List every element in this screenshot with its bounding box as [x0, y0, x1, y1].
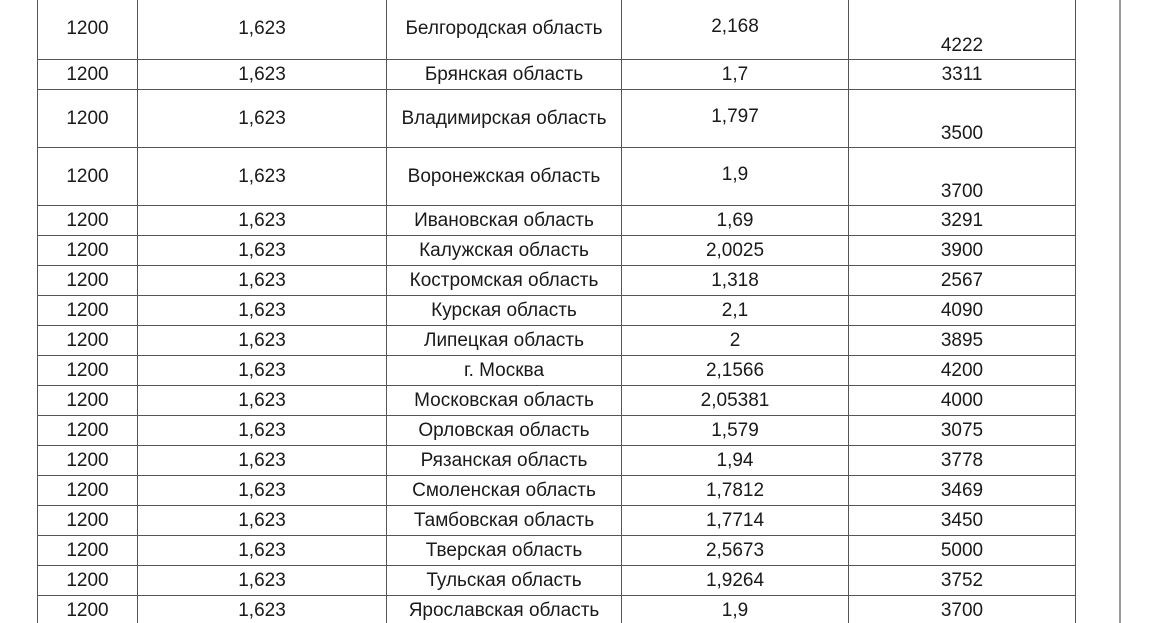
cell-margin — [1076, 356, 1097, 386]
cell-factor: 1,623 — [138, 356, 387, 386]
cell-margin — [1076, 148, 1097, 206]
cell-margin — [1076, 446, 1097, 476]
cell-region: Владимирская область — [387, 90, 622, 148]
table-row — [38, 506, 1097, 536]
cell-result: 3778 — [849, 446, 1076, 476]
cell-result: 3075 — [849, 416, 1076, 446]
cell-result: 4222 — [849, 0, 1076, 60]
cell-coefficient: 1,7 — [622, 60, 849, 90]
cell-region: Московская область — [387, 386, 622, 416]
cell-coefficient: 1,94 — [622, 446, 849, 476]
cell-margin — [1076, 566, 1097, 596]
cell-coefficient: 1,579 — [622, 416, 849, 446]
cell-coefficient: 2,0025 — [622, 236, 849, 266]
cell-factor: 1,623 — [138, 566, 387, 596]
cell-coefficient: 2,168 — [622, 0, 849, 60]
table-row — [38, 90, 1097, 148]
cell-margin — [1076, 60, 1097, 90]
cell-margin — [1076, 506, 1097, 536]
cell-base-value: 1200 — [38, 476, 138, 506]
cell-base-value: 1200 — [38, 266, 138, 296]
cell-base-value: 1200 — [38, 60, 138, 90]
cell-base-value: 1200 — [38, 326, 138, 356]
cell-region: Ивановская область — [387, 206, 622, 236]
cell-result: 3450 — [849, 506, 1076, 536]
cell-result: 5000 — [849, 536, 1076, 566]
table-container — [37, 0, 1096, 623]
cell-region: Смоленская область — [387, 476, 622, 506]
cell-result: 4200 — [849, 356, 1076, 386]
cell-factor: 1,623 — [138, 266, 387, 296]
cell-region: Белгородская область — [387, 0, 622, 60]
table-row — [38, 206, 1097, 236]
cell-result: 3752 — [849, 566, 1076, 596]
cell-factor: 1,623 — [138, 476, 387, 506]
table-body — [38, 0, 1097, 623]
cell-base-value: 1200 — [38, 566, 138, 596]
cell-factor: 1,623 — [138, 386, 387, 416]
cell-coefficient: 1,797 — [622, 90, 849, 148]
cell-region: Брянская область — [387, 60, 622, 90]
table-row — [38, 446, 1097, 476]
table-row — [38, 596, 1097, 623]
cell-base-value: 1200 — [38, 296, 138, 326]
cell-coefficient: 1,9 — [622, 596, 849, 623]
cell-factor: 1,623 — [138, 296, 387, 326]
cell-region: Тверская область — [387, 536, 622, 566]
cell-base-value: 1200 — [38, 506, 138, 536]
cell-region: Калужская область — [387, 236, 622, 266]
table-row — [38, 60, 1097, 90]
table-row — [38, 326, 1097, 356]
cell-result: 4090 — [849, 296, 1076, 326]
table-row — [38, 236, 1097, 266]
table-row — [38, 476, 1097, 506]
cell-factor: 1,623 — [138, 60, 387, 90]
cell-factor: 1,623 — [138, 416, 387, 446]
cell-base-value: 1200 — [38, 206, 138, 236]
cell-margin — [1076, 90, 1097, 148]
cell-margin — [1076, 476, 1097, 506]
cell-result: 4000 — [849, 386, 1076, 416]
cell-region: Орловская область — [387, 416, 622, 446]
cell-margin — [1076, 326, 1097, 356]
cell-coefficient: 2 — [622, 326, 849, 356]
page-edge-line — [1119, 0, 1121, 623]
cell-base-value: 1200 — [38, 0, 138, 60]
cell-base-value: 1200 — [38, 596, 138, 623]
cell-region: Тамбовская область — [387, 506, 622, 536]
table-row — [38, 566, 1097, 596]
cell-region: Курская область — [387, 296, 622, 326]
cell-base-value: 1200 — [38, 416, 138, 446]
cell-margin — [1076, 236, 1097, 266]
table-row — [38, 386, 1097, 416]
cell-region: Ярославская область — [387, 596, 622, 623]
cell-result: 3291 — [849, 206, 1076, 236]
cell-margin — [1076, 0, 1097, 60]
table-row — [38, 416, 1097, 446]
cell-result: 3700 — [849, 596, 1076, 623]
table-row — [38, 148, 1097, 206]
cell-region: Воронежская область — [387, 148, 622, 206]
cell-coefficient: 1,7812 — [622, 476, 849, 506]
table-row — [38, 266, 1097, 296]
cell-base-value: 1200 — [38, 90, 138, 148]
cell-result: 3700 — [849, 148, 1076, 206]
table-row — [38, 536, 1097, 566]
cell-coefficient: 2,1 — [622, 296, 849, 326]
cell-coefficient: 1,69 — [622, 206, 849, 236]
cell-result: 3469 — [849, 476, 1076, 506]
cell-factor: 1,623 — [138, 148, 387, 206]
cell-coefficient: 1,9 — [622, 148, 849, 206]
table-row — [38, 0, 1097, 60]
cell-result: 3900 — [849, 236, 1076, 266]
cell-result: 3895 — [849, 326, 1076, 356]
cell-margin — [1076, 416, 1097, 446]
cell-region: Липецкая область — [387, 326, 622, 356]
cell-result: 3500 — [849, 90, 1076, 148]
cell-coefficient: 2,05381 — [622, 386, 849, 416]
cell-factor: 1,623 — [138, 90, 387, 148]
cell-factor: 1,623 — [138, 446, 387, 476]
cell-factor: 1,623 — [138, 236, 387, 266]
cell-margin — [1076, 296, 1097, 326]
cell-margin — [1076, 596, 1097, 623]
cell-base-value: 1200 — [38, 386, 138, 416]
cell-result: 3311 — [849, 60, 1076, 90]
cell-coefficient: 2,5673 — [622, 536, 849, 566]
cell-region: Костромская область — [387, 266, 622, 296]
cell-factor: 1,623 — [138, 536, 387, 566]
cell-factor: 1,623 — [138, 0, 387, 60]
cell-factor: 1,623 — [138, 506, 387, 536]
cell-base-value: 1200 — [38, 536, 138, 566]
cell-result: 2567 — [849, 266, 1076, 296]
cell-coefficient: 1,9264 — [622, 566, 849, 596]
cell-region: г. Москва — [387, 356, 622, 386]
cell-factor: 1,623 — [138, 596, 387, 623]
cell-margin — [1076, 206, 1097, 236]
table-row — [38, 356, 1097, 386]
cell-margin — [1076, 536, 1097, 566]
cell-coefficient: 2,1566 — [622, 356, 849, 386]
cell-region: Рязанская область — [387, 446, 622, 476]
cell-base-value: 1200 — [38, 236, 138, 266]
cell-coefficient: 1,7714 — [622, 506, 849, 536]
cell-factor: 1,623 — [138, 326, 387, 356]
cell-coefficient: 1,318 — [622, 266, 849, 296]
regions-table — [37, 0, 1096, 623]
cell-margin — [1076, 266, 1097, 296]
cell-factor: 1,623 — [138, 206, 387, 236]
cell-base-value: 1200 — [38, 148, 138, 206]
cell-margin — [1076, 386, 1097, 416]
table-row — [38, 296, 1097, 326]
cell-base-value: 1200 — [38, 356, 138, 386]
cell-region: Тульская область — [387, 566, 622, 596]
cell-base-value: 1200 — [38, 446, 138, 476]
